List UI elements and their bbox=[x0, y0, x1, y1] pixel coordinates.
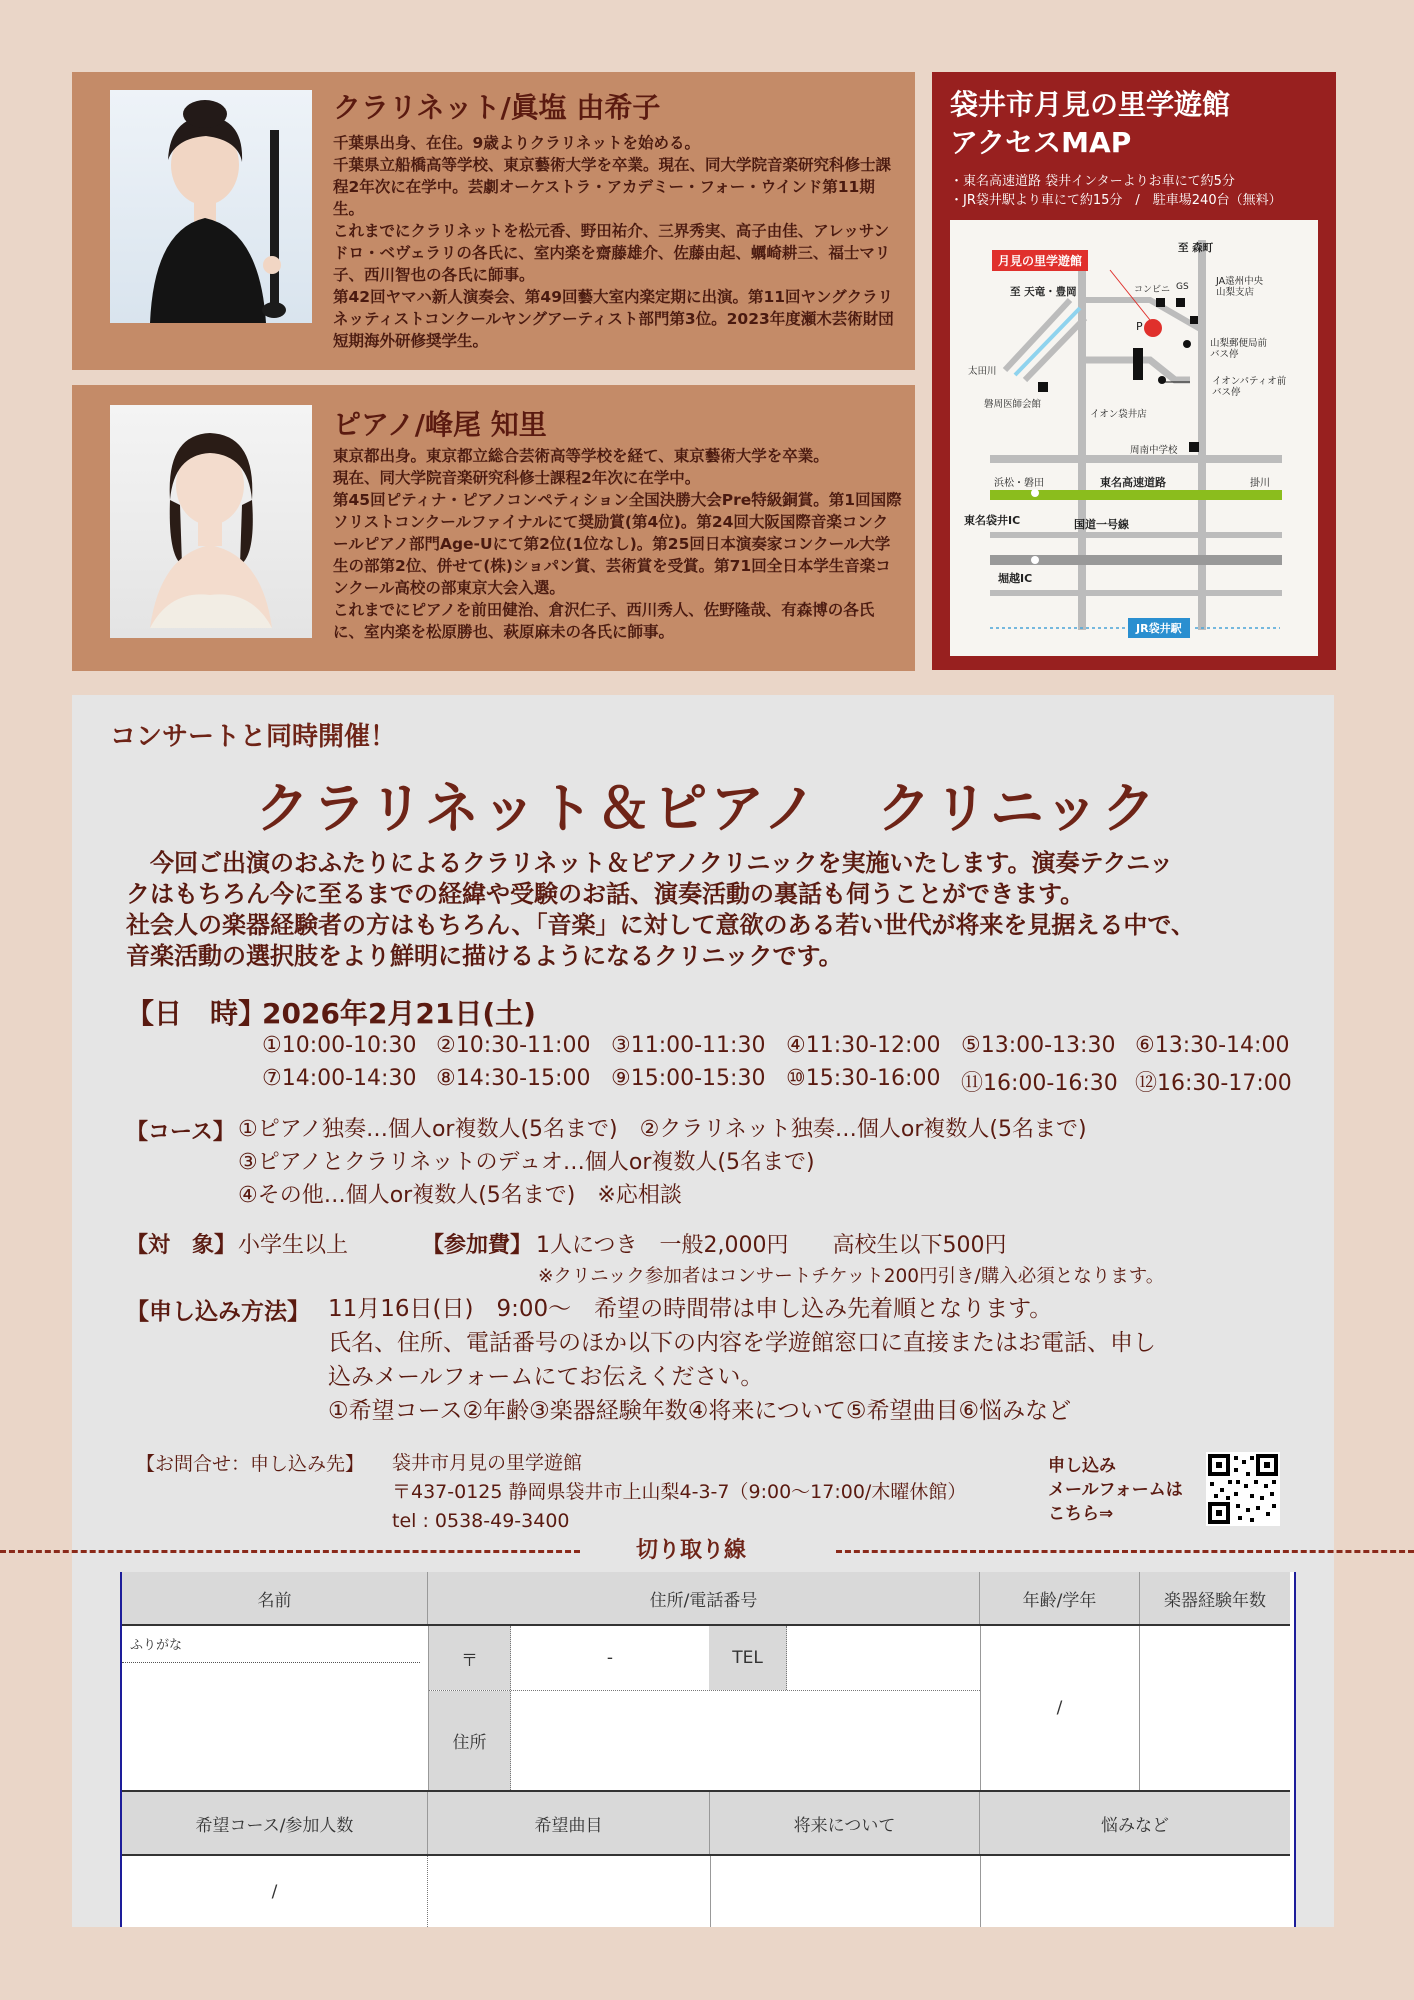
intro-line: クはもちろん今に至るまでの経緯や受験のお話、演奏活動の裏話も伺うことができます。 bbox=[126, 880, 1085, 908]
tel-input[interactable] bbox=[787, 1626, 980, 1690]
form-header-age: 年齢/学年 bbox=[980, 1572, 1140, 1624]
form-header-name: 名前 bbox=[122, 1572, 428, 1624]
contact-name: 袋井市月見の里学遊館 bbox=[392, 1452, 583, 1474]
performer-title-piano: ピアノ/峰尾 知里 bbox=[333, 408, 547, 441]
time-slot: ②10:30-11:00 bbox=[436, 1033, 591, 1058]
bio-paragraph: 第42回ヤマハ新人演奏会、第49回藝大室内楽定期に出演。第11回ヤングクラリネッティストコンクールヤングアーティスト部門第3位。2023年度瀬木芸術財団 短期海外研修奨学生。 bbox=[333, 288, 894, 350]
time-slot: ⑫16:30-17:00 bbox=[1135, 1071, 1292, 1096]
course-line: ④その他…個人or複数人(5名まで) ※応相談 bbox=[238, 1183, 682, 1208]
qr-caption-line: メールフォームは bbox=[1048, 1480, 1183, 1500]
time-slot: ③11:00-11:30 bbox=[611, 1033, 766, 1058]
performer-title-clarinet: クラリネット/眞塩 由希子 bbox=[333, 91, 661, 124]
map-label: 東名高速道路 bbox=[1100, 476, 1166, 489]
access-notes bbox=[950, 172, 1282, 210]
map-label: 山梨郵便局前 バス停 bbox=[1210, 338, 1268, 360]
performer-bio-piano bbox=[333, 445, 903, 643]
bio-paragraph: 現在、同大学院音楽研究科修士課程2年次に在学中。 bbox=[333, 469, 701, 487]
map-label: P bbox=[1136, 320, 1143, 333]
time-slot: ④11:30-12:00 bbox=[786, 1033, 941, 1058]
form-header-future: 将来について bbox=[710, 1792, 980, 1854]
access-map bbox=[950, 220, 1318, 656]
course-line: ①ピアノ独奏…個人or複数人(5名まで) ②クラリネット独奏…個人or複数人(5名まで) bbox=[238, 1117, 1087, 1142]
bio-paragraph: 東京都出身。東京都立総合芸術高等学校を経て、東京藝術大学を卒業。 bbox=[333, 447, 829, 465]
apply-line: 氏名、住所、電話番号のほか以下の内容を学遊館窓口に直接またはお電話、申し bbox=[328, 1330, 1156, 1356]
form-header-piece: 希望曲目 bbox=[428, 1792, 710, 1854]
access-map-panel bbox=[932, 72, 1336, 670]
zip-mark: 〒 bbox=[429, 1626, 511, 1690]
furigana-label: ふりがな bbox=[130, 1638, 183, 1653]
course-line: ③ピアノとクラリネットのデュオ…個人or複数人(5名まで) bbox=[238, 1150, 815, 1175]
intro-line: 社会人の楽器経験者の方はもちろん、「音楽」に対して意欲のある若い世代が将来を見据える中で、 bbox=[126, 911, 1195, 939]
map-label: 周南中学校 bbox=[1130, 445, 1178, 456]
course-label: 【コース】 bbox=[126, 1120, 235, 1145]
map-label: 浜松・磐田 bbox=[994, 478, 1044, 489]
form-header-course: 希望コース/参加人数 bbox=[122, 1792, 428, 1854]
access-note: ・JR袋井駅より車にて約15分 / 駐車場240台（無料） bbox=[950, 193, 1282, 208]
contact-info bbox=[392, 1449, 966, 1536]
course-input[interactable]: / bbox=[122, 1856, 428, 1927]
map-label: イオン袋井店 bbox=[1090, 409, 1147, 420]
performer-card-piano bbox=[72, 385, 915, 671]
map-label: イオンパティオ前 バス停 bbox=[1212, 376, 1287, 398]
bio-paragraph: これまでにクラリネットを松元香、野田祐介、三界秀実、高子由佳、アレッサンドロ・ベヴェラリの各氏に、室内楽を齋藤雄介、佐藤由起、蠣崎耕三、福士マリ子、西川智也の各氏に師事。 bbox=[333, 222, 891, 284]
contact-tel[interactable]: tel : 0538-49-3400 bbox=[392, 1510, 570, 1532]
time-slot: ⑤13:00-13:30 bbox=[961, 1033, 1116, 1058]
access-note: ・東名高速道路 袋井インターよりお車にて約5分 bbox=[950, 174, 1235, 189]
time-slot: ⑦14:00-14:30 bbox=[262, 1066, 417, 1091]
age-input[interactable]: / bbox=[980, 1626, 1140, 1790]
time-slot: ⑥13:30-14:00 bbox=[1135, 1033, 1290, 1058]
map-label: GS bbox=[1176, 282, 1189, 292]
map-label: 至 天竜・豊岡 bbox=[1010, 286, 1077, 298]
target-label: 【対 象】 bbox=[126, 1233, 237, 1258]
zip-input[interactable]: - bbox=[606, 1648, 614, 1668]
clarinetist-photo bbox=[110, 90, 312, 323]
map-label: JA遠州中央 山梨支店 bbox=[1216, 276, 1264, 298]
name-input[interactable] bbox=[122, 1664, 422, 1790]
apply-label: 【申し込み方法】 bbox=[126, 1299, 310, 1325]
map-label: 磐周医師会館 bbox=[984, 399, 1042, 410]
address-input[interactable] bbox=[511, 1691, 980, 1790]
time-slot: ⑩15:30-16:00 bbox=[786, 1066, 941, 1091]
bio-paragraph: 千葉県立船橋高等学校、東京藝術大学を卒業。現在、同大学院音楽研究科修士課程2年次に在学中。芸劇オーケストラ・アカデミー・フォー・ウインド第11期生。 bbox=[333, 156, 892, 218]
bio-paragraph: 第45回ピティナ・ピアノコンペティション全国決勝大会Pre特級銅賞。第1回国際ソリストコンクールファイナルにて奨励賞(第4位)。第24回大阪国際音楽コンクールピアノ部門Age-Uにて第2位(1位なし)。第25回日本演奏家コンクール大学生の部第2位、併せて(株)ショパン賞、芸術賞を受賞。第71回全日本学生音楽コンクール高校の部東京大会入選。 bbox=[333, 491, 902, 597]
fee-label: 【参加費】 bbox=[422, 1233, 533, 1258]
target-value: 小学生以上 bbox=[238, 1233, 349, 1258]
performer-bio-clarinet bbox=[333, 132, 903, 352]
apply-line: ①希望コース②年齢③楽器経験年数④将来について⑤希望曲目⑥悩みなど bbox=[328, 1398, 1072, 1424]
intro-line: 今回ご出演のおふたりによるクラリネット＆ピアノクリニックを実施いたします。演奏テクニッ bbox=[126, 849, 1174, 877]
form-header-address: 住所/電話番号 bbox=[428, 1572, 980, 1624]
time-slot: ①10:00-10:30 bbox=[262, 1033, 417, 1058]
map-label: 太田川 bbox=[968, 366, 997, 377]
course-list bbox=[238, 1113, 1087, 1212]
map-label: 掛川 bbox=[1250, 478, 1270, 489]
map-title-line: アクセスMAP bbox=[950, 126, 1132, 159]
pianist-photo bbox=[110, 405, 312, 638]
qr-caption-line: 申し込み bbox=[1048, 1456, 1116, 1476]
intro-line: 音楽活動の選択肢をより鮮明に描けるようになるクリニックです。 bbox=[126, 942, 843, 970]
cut-line-label: 切り取り線 bbox=[636, 1538, 747, 1563]
clinic-intro bbox=[126, 848, 1195, 972]
form-header-worry: 悩みなど bbox=[980, 1792, 1290, 1854]
apply-line: 込みメールフォームにてお伝えください。 bbox=[328, 1364, 764, 1390]
performer-card-clarinet bbox=[72, 72, 915, 370]
qr-caption-line: こちら⇒ bbox=[1048, 1504, 1114, 1524]
bio-paragraph: これまでにピアノを前田健治、倉沢仁子、西川秀人、佐野隆哉、有森博の各氏に、室内楽を松原勝也、萩原麻未の各氏に師事。 bbox=[333, 601, 875, 641]
clinic-title: クラリネット＆ピアノ クリニック bbox=[255, 776, 1159, 840]
apply-details bbox=[328, 1292, 1156, 1428]
bio-paragraph: 千葉県出身、在住。9歳よりクラリネットを始める。 bbox=[333, 134, 700, 152]
cut-line-left bbox=[0, 1550, 580, 1553]
map-label: 東名袋井IC bbox=[964, 514, 1021, 527]
apply-line: 11月16日(日) 9:00～ 希望の時間帯は申し込み先着順となります。 bbox=[328, 1296, 1053, 1322]
piece-input[interactable] bbox=[428, 1856, 711, 1927]
address-label: 住所 bbox=[429, 1691, 511, 1790]
map-label: コンビニ bbox=[1134, 285, 1171, 295]
time-slot: ⑨15:00-15:30 bbox=[611, 1066, 766, 1091]
cut-line-right bbox=[836, 1550, 1414, 1553]
access-map-title bbox=[950, 86, 1230, 162]
time-slot: ⑧14:30-15:00 bbox=[436, 1066, 591, 1091]
map-label: 堀越IC bbox=[998, 572, 1033, 585]
tel-label: TEL bbox=[709, 1626, 787, 1690]
fee-note: ※クリニック参加者はコンサートチケット200円引き/購入必須となります。 bbox=[538, 1266, 1165, 1287]
fee-value: 1人につき 一般2,000円 高校生以下500円 bbox=[536, 1233, 1007, 1258]
map-label-venue: 月見の里学遊館 bbox=[992, 250, 1088, 271]
contact-label: 【お問合せ：申し込み先】 bbox=[136, 1453, 365, 1475]
worry-input[interactable] bbox=[980, 1856, 1290, 1927]
furigana-divider bbox=[122, 1662, 420, 1663]
map-label-jr-station: JR袋井駅 bbox=[1128, 618, 1190, 638]
contact-address: 〒437-0125 静岡県袋井市上山梨4-3-7（9:00～17:00/木曜休館） bbox=[392, 1481, 967, 1503]
clinic-lead: コンサートと同時開催！ bbox=[110, 722, 397, 752]
map-label: 国道一号線 bbox=[1074, 518, 1129, 531]
map-title-line: 袋井市月見の里学遊館 bbox=[950, 88, 1231, 121]
date-value: 2026年2月21日(土) bbox=[262, 997, 536, 1030]
years-input[interactable] bbox=[1140, 1626, 1290, 1790]
date-label: 【日 時】 bbox=[126, 997, 267, 1030]
future-input[interactable] bbox=[710, 1856, 981, 1927]
map-label: 至 森町 bbox=[1178, 242, 1214, 254]
qr-caption bbox=[1048, 1454, 1183, 1526]
application-form bbox=[120, 1572, 1296, 1927]
qr-code-icon[interactable] bbox=[1206, 1452, 1280, 1526]
time-slot: ⑪16:00-16:30 bbox=[961, 1071, 1118, 1096]
form-header-years: 楽器経験年数 bbox=[1140, 1572, 1290, 1624]
